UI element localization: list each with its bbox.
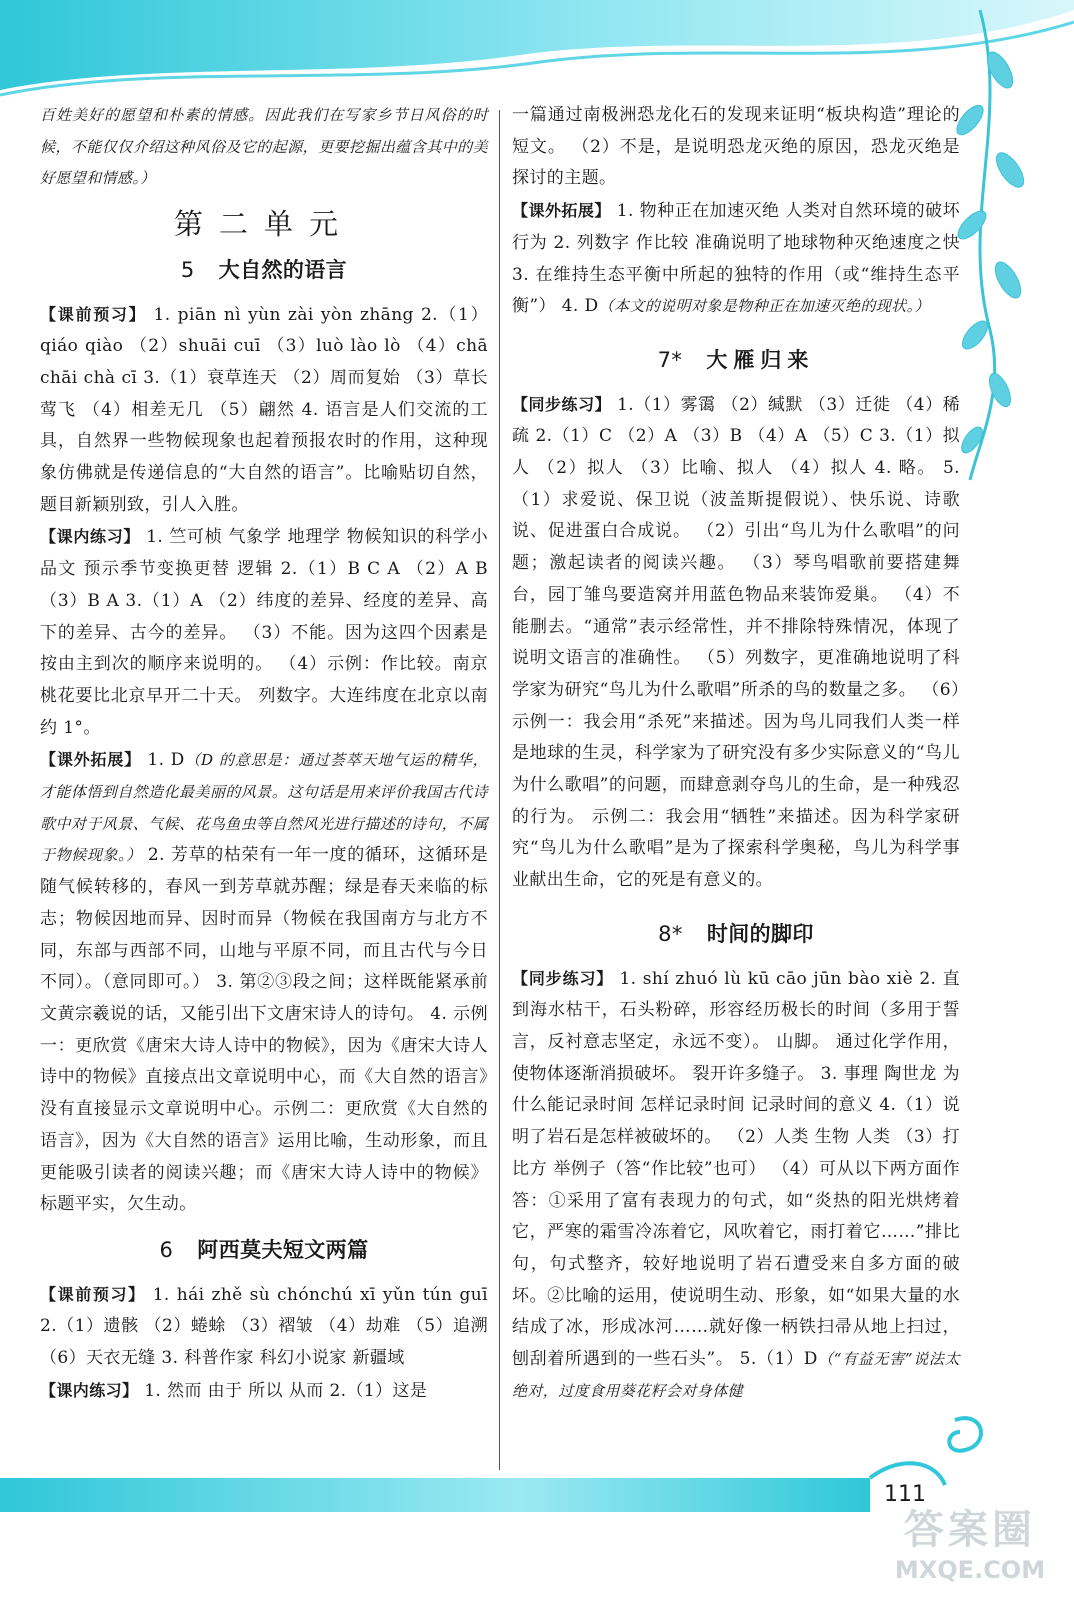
lesson-7-heading <box>512 345 960 377</box>
answer-text: 1.（1）雾霭 （2）缄默 （3）迁徙 （4）稀疏 2.（1）C （2）A （3）B （4）A （5）C 3.（1）拟人 （2）拟人 （3）比喻、拟人 （4）拟人 4. 略。 5.（1）求爱说、保卫说（波盖斯提假说）、快乐说、诗歌说、促进蛋白合成说。 （2）引出“鸟儿为什么歌唱”的问题；激起读者的阅读兴趣。 （3）琴鸟唱歌前要搭建舞台，园丁雏鸟要造窝并用蓝色物品来装饰爱巢。 （4）不能删去。“通常”表示经常性，并不排除特殊情况，体现了说明文语言的准确性。 （5）列数字，更准确地说明了科学家为研究“鸟儿为什么歌唱”所杀的鸟的数量之多。 （6）示例一：我会用“杀死”来描述。因为鸟儿同我们人类一样是地球的生灵，科学家为了研究没有多少实际意义的“鸟儿为什么歌唱”的问题，而肆意剥夺鸟儿的生命，是一种残忍的行为。 示例二：我会用“牺牲”来描述。因为科学家研究“鸟儿为什么歌唱”是为了探索科学奥秘，鸟儿为科学事业献出生命，它的死是有意义的。 <box>512 394 960 891</box>
watermark-line-2: MXQE.COM <box>894 1556 1046 1584</box>
answer-text: 1. D <box>147 750 185 771</box>
lesson-title: 大雁归来 <box>706 347 815 372</box>
lesson-number: 7* <box>657 347 683 372</box>
lesson-8-sync <box>512 963 960 1408</box>
section-label: 【同步练习】 <box>512 394 612 414</box>
answer-text: 1. 然而 由于 所以 从而 2.（1）这是 <box>144 1380 428 1401</box>
lesson-title: 阿西莫夫短文两篇 <box>197 1237 369 1262</box>
answer-text: 1. 物种正在加速灭绝 人类对自然环境的破坏行为 2. 列数字 作比较 准确说明了地球物种灭绝速度之快 3. 在维持生态平衡中所起的独特的作用（或“维持生态平衡”） 4. D <box>512 201 961 317</box>
answer-note: （D 的意思是：通过荟萃天地气运的精华，才能体悟到自然造化最美丽的风景。这句话是用来评价我国古代诗歌中对于风景、气候、花鸟鱼虫等自然风光进行描述的诗句，不属于物候现象。） <box>40 751 489 865</box>
watermark <box>880 1505 1060 1595</box>
right-column <box>512 100 960 1407</box>
answer-text: 1. piān nì yùn zài yòn zhāng 2.（1）qiáo qiào （2）shuāi cuī （3）luò lào lò （4）chā chāi chà cī 3.（1）衰草连天 （2）周而复始 （3）草长莺飞 （4）相差无几 （5）翩然 4. 语言是人们交流的工具，自然界一些物候现象也起着预报农时的作用，这种现象仿佛就是传递信息的“大自然的语言”。比喻贴切自然，题目新颖别致，引人入胜。 <box>40 304 488 515</box>
lesson-6-heading <box>40 1235 488 1267</box>
section-label: 【课前预习】 <box>40 304 147 324</box>
section-label: 【课外拓展】 <box>40 750 142 770</box>
lesson-6-preview <box>40 1279 488 1375</box>
lesson-5-extension <box>40 744 488 1221</box>
answer-note: （本文的说明对象是物种正在加速灭绝的现状。） <box>598 297 930 316</box>
continued-paragraph: 百姓美好的愿望和朴素的情感。因此我们在写家乡节日风俗的时候，不能仅仅介绍这种风俗及它的起源，更要挖掘出蕴含其中的美好愿望和情感。） <box>40 106 488 188</box>
continued-answer: 一篇通过南极洲恐龙化石的发现来证明“板块构造”理论的短文。 （2）不是，是说明恐龙灭绝的原因，恐龙灭绝是探讨的主题。 <box>512 105 960 189</box>
answer-text: 1. shí zhuó lù kū cāo jūn bào xiè 2. 直到海水枯干，石头粉碎，形容经历极长的时间（多用于誓言，反衬意志坚定，永远不变）。 山脚。 通过化学作用，使物体逐渐消损破坏。 裂开许多缝子。 3. 事理 陶世龙 为什么能记录时间 怎样记录时间 记录时间的意义 4.（1）说明了岩石是怎样被破坏的。 （2）人类 生物 人类 （3）打比方 举例子（答“作比较”也可） （4）可从以下两方面作答：①采用了富有表现力的句式，如“炎热的阳光烘烤着它，严寒的霜雪冷冻着它，风吹着它，雨打着它……”排比句，句式整齐，较好地说明了岩石遭受来自多方面的破坏。②比喻的运用，使说明生动、形象，如“如果大量的水结成了冰，形成冰河……就好像一柄铁扫帚从地上扫过，刨刮着所遇到的一些石头”。 5.（1）D <box>512 968 961 1370</box>
section-label: 【课外拓展】 <box>512 201 611 221</box>
bottom-accent-bar <box>0 1478 870 1512</box>
lesson-8-heading <box>512 919 960 951</box>
left-column <box>40 100 488 1407</box>
answer-text: 2. 芳草的枯荣有一年一度的循环，这循环是随气候转移的，春风一到芳草就苏醒；绿是春天来临的标志；物候因地而异、因时而异（物候在我国南方与北方不同，东部与西部不同，山地与平原不同，而且古代与今日不同）。（意同即可。） 3. 第②③段之间；这样既能紧承前文黄宗羲说的话，又能引出下文唐宋诗人的诗句。 4. 示例一：更欣赏《唐宋大诗人诗中的物候》，因为《唐宋大诗人诗中的物候》直接点出文章说明中心，而《大自然的语言》没有直接显示文章说明中心。示例二：更欣赏《大自然的语言》，因为《大自然的语言》运用比喻，生动形象，而且更能吸引读者的阅读兴趣；而《唐宋大诗人诗中的物候》标题平实，欠生动。 <box>40 845 488 1215</box>
watermark-line-1: 答案圈 <box>904 1507 1036 1553</box>
extension-section <box>512 195 960 323</box>
lesson-title: 大自然的语言 <box>218 257 348 282</box>
lesson-7-sync <box>512 389 960 897</box>
page-number: 111 <box>884 1482 926 1507</box>
answer-text: 1. hái zhě sù chónchú xī yǔn tún guī 2.（1）遗骸 （2）蜷蜍 （3）褶皱 （4）劫难 （5）追溯 （6）天衣无缝 3. 科普作家 科幻小说家 新疆域 <box>40 1284 488 1369</box>
unit-title: 第二单元 <box>173 207 354 242</box>
column-divider <box>499 110 500 1470</box>
section-label: 【课前预习】 <box>40 1284 146 1304</box>
lesson-5-in-class <box>40 521 488 744</box>
answer-text: 1. 竺可桢 气象学 地理学 物候知识的科学小品文 预示季节变换更替 逻辑 2.（1）B C A （2）A B （3）B A 3.（1）A （2）纬度的差异、经度的差异、高下的差异、古今的差异。 （3）不能。因为这四个因素是按由主到次的顺序来说明的。 （4）示例：作比较。南京桃花要比北京早开二十天。 列数字。大连纬度在北京以南约 1°。 <box>40 527 488 738</box>
lesson-number: 8* <box>658 921 683 946</box>
vine-decoration <box>952 10 1029 480</box>
answer-note: （“有益无害”说法太绝对，过度食用葵花籽会对身体健 <box>512 1350 960 1400</box>
lesson-5-preview <box>40 299 488 522</box>
lesson-5-heading <box>40 255 488 287</box>
lesson-title: 时间的脚印 <box>706 921 814 946</box>
lesson-6-in-class <box>40 1375 488 1408</box>
section-label: 【课内练习】 <box>40 527 141 547</box>
lesson-number: 5 <box>180 257 195 282</box>
section-label: 【同步练习】 <box>512 968 614 988</box>
section-label: 【课内练习】 <box>40 1380 139 1400</box>
lesson-number: 6 <box>159 1237 174 1262</box>
